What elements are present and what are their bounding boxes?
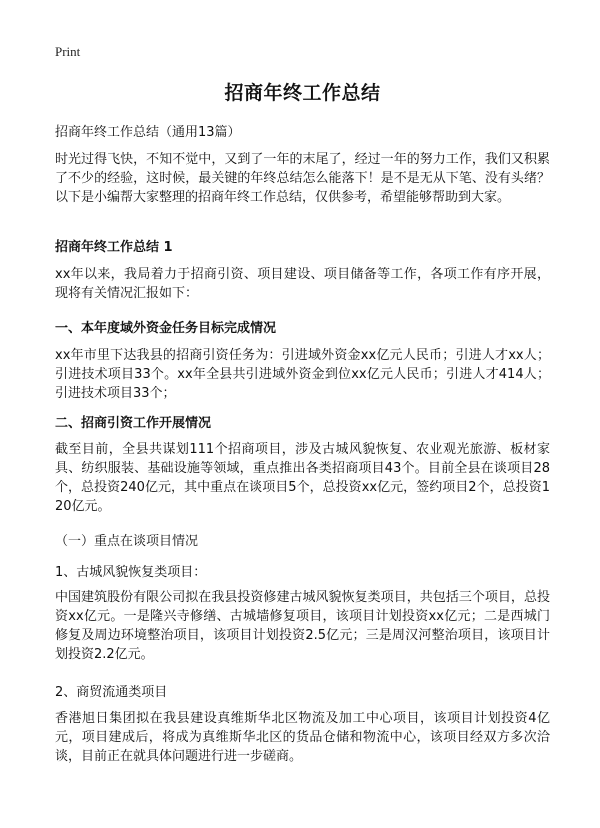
item-2-body: 香港旭日集团拟在我县建设真维斯华北区物流及加工中心项目，该项目计划投资4亿元，项目建成后，将成为真维斯华北区的货品仓储和物流中心，该项目经双方多次洽谈，目前正在就具体问题进行进一步磋商。 (55, 711, 550, 764)
sub-1-heading: （一）重点在谈项目情况 (55, 534, 199, 549)
section-1-intro: xx年以来，我局着力于招商引资、项目建设、项目储备等工作，各项工作有序开展，现将有关情况汇报如下： (55, 267, 550, 301)
document-title: 招商年终工作总结 (224, 82, 381, 104)
item-1-heading: 1、古城风貌恢复类项目： (55, 565, 207, 580)
item-2-heading: 2、商贸流通类项目 (55, 685, 168, 700)
part-1-heading: 一、本年度域外资金任务目标完成情况 (55, 321, 277, 336)
intro-paragraph: 时光过得飞快，不知不觉中，又到了一年的末尾了，经过一年的努力工作，我们又积累了不少的经验，这时候，最关键的年终总结怎么能落下！是不是无从下笔、没有头绪？以下是小编帮大家整理的招商年终工作总结，仅供参考，希望能够帮助到大家。 (55, 152, 550, 205)
print-label[interactable]: Print (55, 44, 81, 59)
document-subtitle: 招商年终工作总结（通用13篇） (55, 125, 241, 140)
item-1-body: 中国建筑股份有限公司拟在我县投资修建古城风貌恢复类项目，共包括三个项目，总投资xx亿元。一是隆兴寺修缮、古城墙修复项目，该项目计划投资xx亿元；二是西城门修复及周边环境整治项目，该项目计划投资2.5亿元；三是周汉河整治项目，该项目计划投资2.2亿元。 (55, 590, 550, 662)
part-2-body: 截至目前，全县共谋划111个招商项目，涉及古城风貌恢复、农业观光旅游、板材家具、纺织服装、基础设施等领域，重点推出各类招商项目43个。目前全县在谈项目28个，总投资240亿元，其中重点在谈项目5个，总投资xx亿元，签约项目2个，总投资120亿元。 (55, 442, 550, 514)
part-2-heading: 二、招商引资工作开展情况 (55, 416, 212, 431)
section-1-title: 招商年终工作总结 1 (55, 240, 173, 255)
part-1-body: xx年市里下达我县的招商引资任务为：引进域外资金xx亿元人民币；引进人才xx人；引进技术项目33个。xx年全县共引进域外资金到位xx亿元人民币；引进人才414人；引进技术项目33个； (55, 348, 550, 401)
